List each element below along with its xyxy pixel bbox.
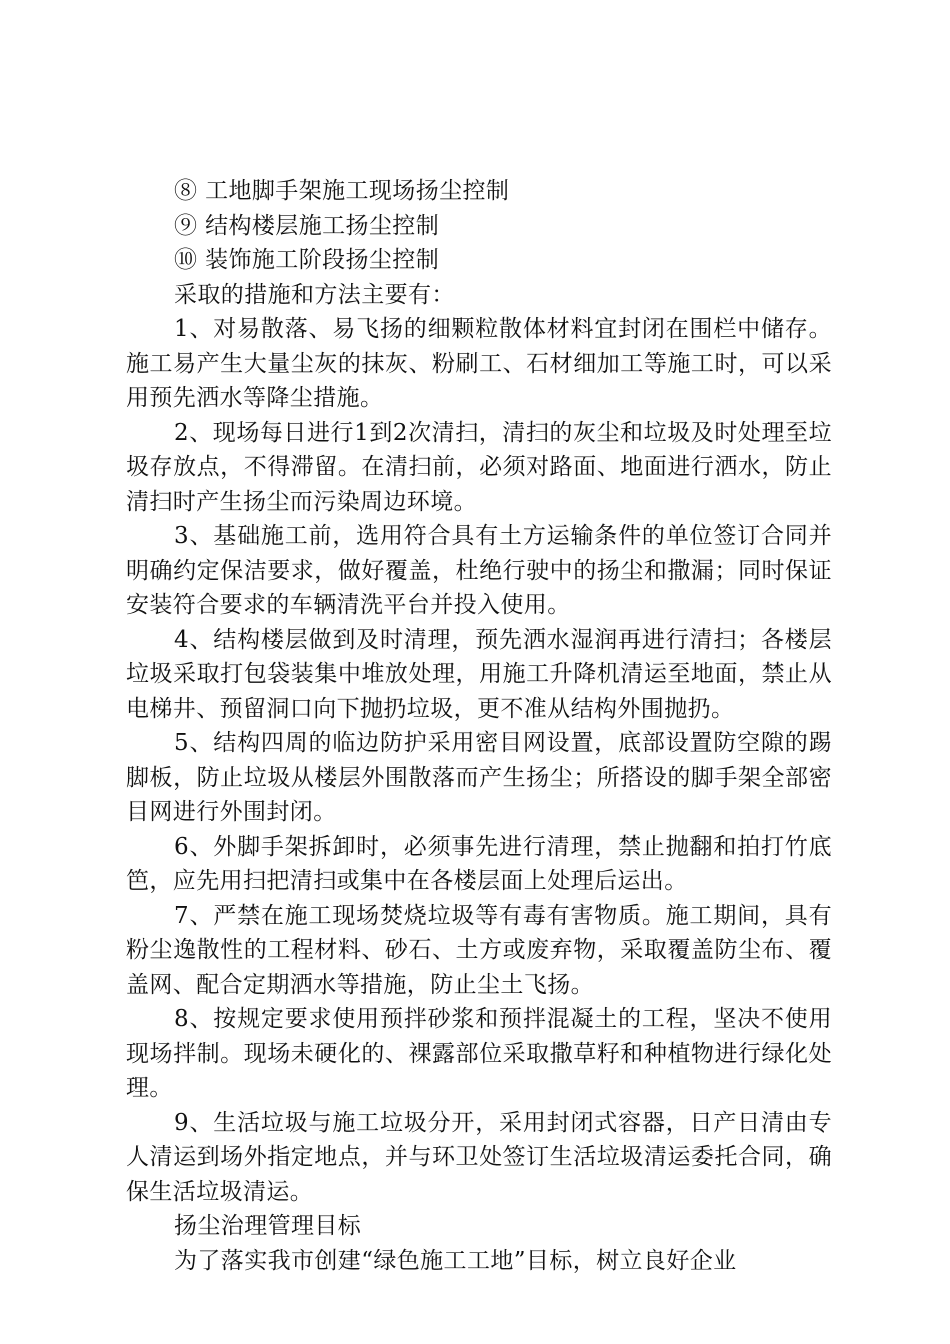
- measures-heading: 采取的措施和方法主要有：: [174, 281, 455, 308]
- measure-paragraph-1: 1、对易散落、易飞扬的细颗粒散体材料宜封闭在围栏中储存。施工易产生大量尘灰的抹灰、粉刷工、石材细加工等施工时，可以采用预先洒水等降尘措施。: [126, 316, 832, 411]
- measure-paragraph-4: 4、结构楼层做到及时清理，预先洒水湿润再进行清扫；各楼层垃圾采取打包袋装集中堆放处理，用施工升降机清运至地面，禁止从电梯井、预留洞口向下抛扔垃圾，更不准从结构外围抛扔。: [126, 626, 832, 722]
- measure-paragraph-9: 9、生活垃圾与施工垃圾分开，采用封闭式容器，日产日清由专人清运到场外指定地点，并与环卫处签订生活垃圾清运委托合同，确保生活垃圾清运。: [126, 1109, 832, 1205]
- measure-paragraph-5: 5、结构四周的临边防护采用密目网设置，底部设置防空隙的踢脚板，防止垃圾从楼层外围散落而产生扬尘；所搭设的脚手架全部密目网进行外围封闭。: [126, 730, 832, 825]
- measure-paragraph-7: 7、严禁在施工现场焚烧垃圾等有毒有害物质。施工期间，具有粉尘逸散性的工程材料、砂石、土方或废弃物，采取覆盖防尘布、覆盖网、配合定期洒水等措施，防止尘土飞扬。: [126, 902, 832, 998]
- list-item-8: ⑧ 工地脚手架施工现场扬尘控制: [174, 178, 510, 204]
- intro-paragraph: 为了落实我市创建“绿色施工工地”目标，树立良好企业: [174, 1247, 737, 1274]
- measure-paragraph-2: 2、现场每日进行1到2次清扫，清扫的灰尘和垃圾及时处理至垃圾存放点，不得滞留。在清扫前，必须对路面、地面进行洒水，防止清扫时产生扬尘而污染周边环境。: [126, 419, 832, 515]
- list-item-10: ⑩ 装饰施工阶段扬尘控制: [174, 247, 440, 273]
- measure-paragraph-6: 6、外脚手架拆卸时，必须事先进行清理，禁止抛翻和拍打竹底笆，应先用扫把清扫或集中在各楼层面上处理后运出。: [126, 833, 832, 894]
- section-heading: 扬尘治理管理目标: [174, 1213, 362, 1239]
- measure-paragraph-3: 3、基础施工前，选用符合具有土方运输条件的单位签订合同并明确约定保洁要求，做好覆盖，杜绝行驶中的扬尘和撒漏；同时保证安装符合要求的车辆清洗平台并投入使用。: [126, 523, 832, 618]
- measure-paragraph-8: 8、按规定要求使用预拌砂浆和预拌混凝土的工程，坚决不使用现场拌制。现场未硬化的、裸露部位采取撒草籽和种植物进行绿化处理。: [126, 1006, 832, 1101]
- list-item-9: ⑨ 结构楼层施工扬尘控制: [174, 212, 440, 239]
- document-body: [126, 174, 832, 1278]
